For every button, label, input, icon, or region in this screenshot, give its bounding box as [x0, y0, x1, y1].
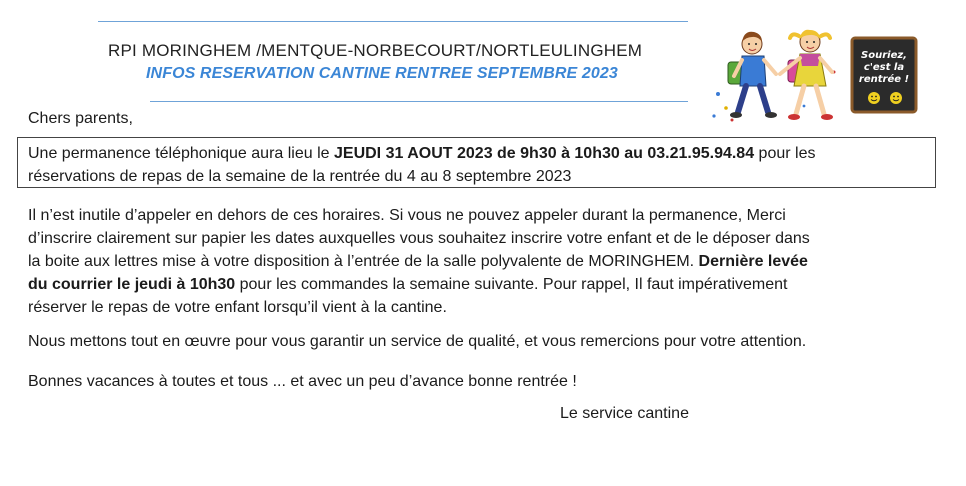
girl-figure: [780, 30, 833, 120]
back-to-school-illustration: [706, 22, 921, 130]
instructions-line-2: d’inscrire clairement sur papier les dates auxquelles vous souhaitez inscrire votre enfant et de le déposer dans: [28, 230, 810, 247]
holiday-wishes: Bonnes vacances à toutes et tous ... et avec un peu d’avance bonne rentrée !: [28, 373, 577, 390]
phone-notice-date-and-number: JEUDI 31 AOUT 2023 de 9h30 à 10h30 au 03.21.95.94.84: [334, 145, 755, 162]
smiley-icon: [868, 92, 880, 104]
mail-pickup-deadline: du courrier le jeudi à 10h30: [28, 276, 236, 293]
phone-notice-line-1: [28, 145, 815, 163]
sign-text-line-3: rentrée !: [858, 74, 910, 85]
phone-notice-line-2: réservations de repas de la semaine de la rentrée du 4 au 8 septembre 2023: [28, 168, 572, 185]
instructions-line-5: réserver le repas de votre enfant lorsqu’il vient à la cantine.: [28, 299, 447, 316]
boy-figure: [728, 32, 777, 118]
smiley-icon: [890, 92, 902, 104]
closing-paragraph: Nous mettons tout en œuvre pour vous garantir un service de qualité, et vous remercions pour votre attention.: [28, 333, 807, 350]
greeting: Chers parents,: [28, 110, 133, 127]
sign-text-line-1: Souriez,: [861, 50, 907, 61]
instructions-line-3: [28, 253, 808, 271]
instructions-text: la boite aux lettres mise à votre disposition à l’entrée de la salle polyvalente de MORINGHEM.: [28, 253, 699, 270]
signature: Le service cantine: [560, 405, 689, 422]
header-bottom-rule: [150, 101, 688, 102]
header-top-rule: [98, 21, 688, 22]
instructions-text: pour les commandes la semaine suivante. Pour rappel, Il faut impérativement: [235, 276, 788, 293]
mail-pickup-deadline: Dernière levée: [698, 253, 808, 270]
sign-text-line-2: c'est la: [863, 62, 905, 73]
instructions-line-4: [28, 276, 787, 294]
instructions-line-1: Il n’est inutile d’appeler en dehors de ces horaires. Si vous ne pouvez appeler durant la permanence, Merci: [28, 207, 786, 224]
chalkboard-sign: [852, 38, 916, 112]
header-subtitle: INFOS RESERVATION CANTINE RENTREE SEPTEMBRE 2023: [146, 65, 618, 82]
phone-notice-text: Une permanence téléphonique aura lieu le: [28, 145, 334, 162]
phone-notice-text: pour les: [754, 145, 816, 162]
header-title: RPI MORINGHEM /MENTQUE-NORBECOURT/NORTLEULINGHEM: [108, 41, 643, 60]
